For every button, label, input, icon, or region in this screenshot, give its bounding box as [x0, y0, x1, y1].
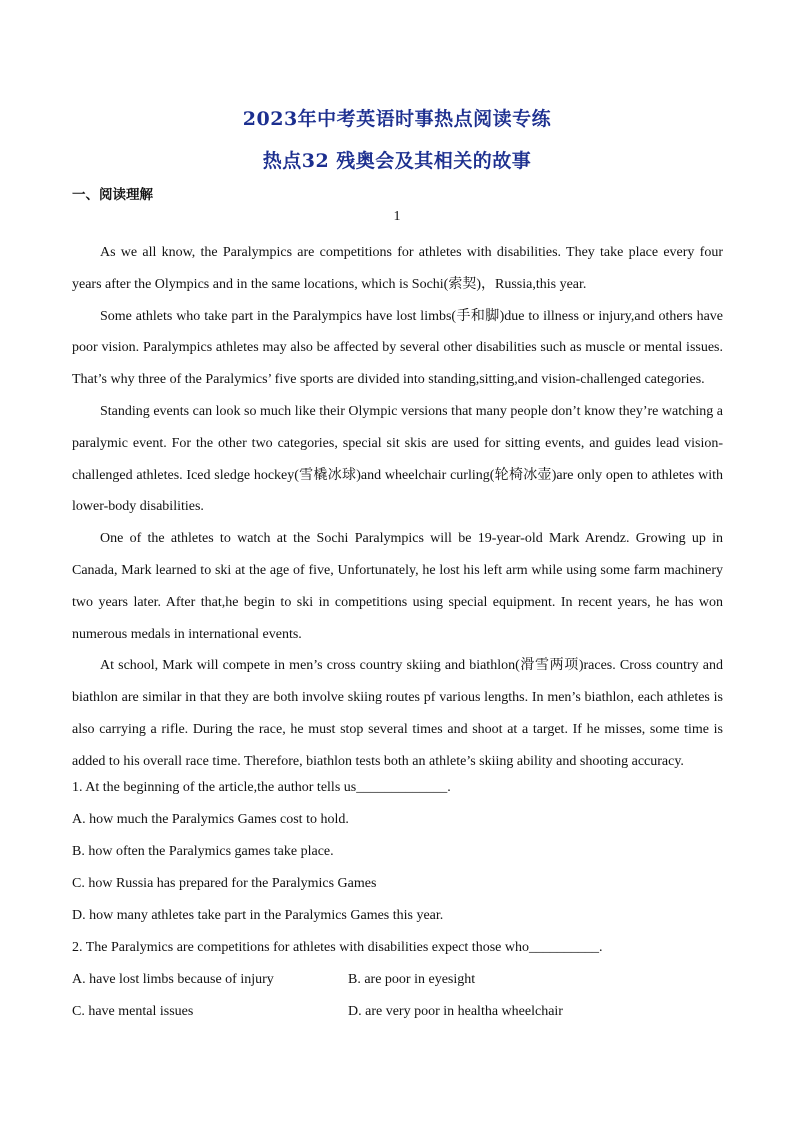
question-option: D. how many athletes take part in the Paralymics Games this year. — [72, 908, 444, 923]
question-stem: 1. At the beginning of the article,the author tells us_____________. — [72, 780, 451, 795]
document-title: 2023年中考英语时事热点阅读专练 — [242, 108, 552, 130]
question-option: D. are very poor in healtha wheelchair — [348, 1004, 563, 1019]
passage-number: 1 — [393, 209, 401, 224]
passage-body — [72, 237, 723, 778]
question-option: C. have mental issues — [72, 1004, 194, 1019]
paragraph: One of the athletes to watch at the Sochi Paralympics will be 19-year-old Mark Arendz. Growing up in Canada, Mark learned to ski at the age of five, Unfortunately, he lost his left arm while using some farm machinery two years later. After that,he begin to ski in competitions using special equipment. In recent years, he has won numerous medals in international events. — [72, 531, 723, 642]
question-option: B. how often the Paralymics games take place. — [72, 844, 334, 859]
section-heading: 一、阅读理解 — [72, 187, 153, 203]
question-option: A. how much the Paralymics Games cost to hold. — [72, 812, 349, 827]
document-subtitle: 热点32 残奥会及其相关的故事 — [262, 150, 532, 172]
question-option: B. are poor in eyesight — [348, 972, 476, 987]
paragraph: Some athlets who take part in the Paralympics have lost limbs(手和脚)due to illness or injury,and others have poor vision. Paralympics athletes may also be affected by several other disabilities such as muscle or mental issues. That’s why three of the Paralymics’ five sports are divided into standing,sitting,and vision-challenged categories. — [72, 308, 723, 388]
question-option: A. have lost limbs because of injury — [72, 972, 274, 987]
paragraph: At school, Mark will compete in men’s cross country skiing and biathlon(滑雪两项)races. Cross country and biathlon are similar in that they are both involve skiing routes pf various lengths. In men’s biathlon, each athletes is also carrying a rifle. During the race, he must stop several times and shoot at a target. If he misses, some time is added to his overall race time. Therefore, biathlon tests both an athlete’s skiing ability and shooting accuracy. — [72, 658, 723, 769]
question-stem: 2. The Paralymics are competitions for athletes with disabilities expect those who__________. — [72, 940, 603, 955]
paragraph: As we all know, the Paralympics are competitions for athletes with disabilities. They take place every four years after the Olympics and in the same locations, which is Sochi(索契)，Russia,this year. — [72, 245, 723, 292]
paragraph: Standing events can look so much like their Olympic versions that many people don’t know they’re watching a paralymic event. For the other two categories, special sit skis are used for sitting events, and guides lead vision-challenged athletes. Iced sledge hockey(雪橇冰球)and wheelchair curling(轮椅冰壶)are only open to athletes with lower-body disabilities. — [72, 403, 723, 515]
question-option: C. how Russia has prepared for the Paralymics Games — [72, 876, 377, 891]
